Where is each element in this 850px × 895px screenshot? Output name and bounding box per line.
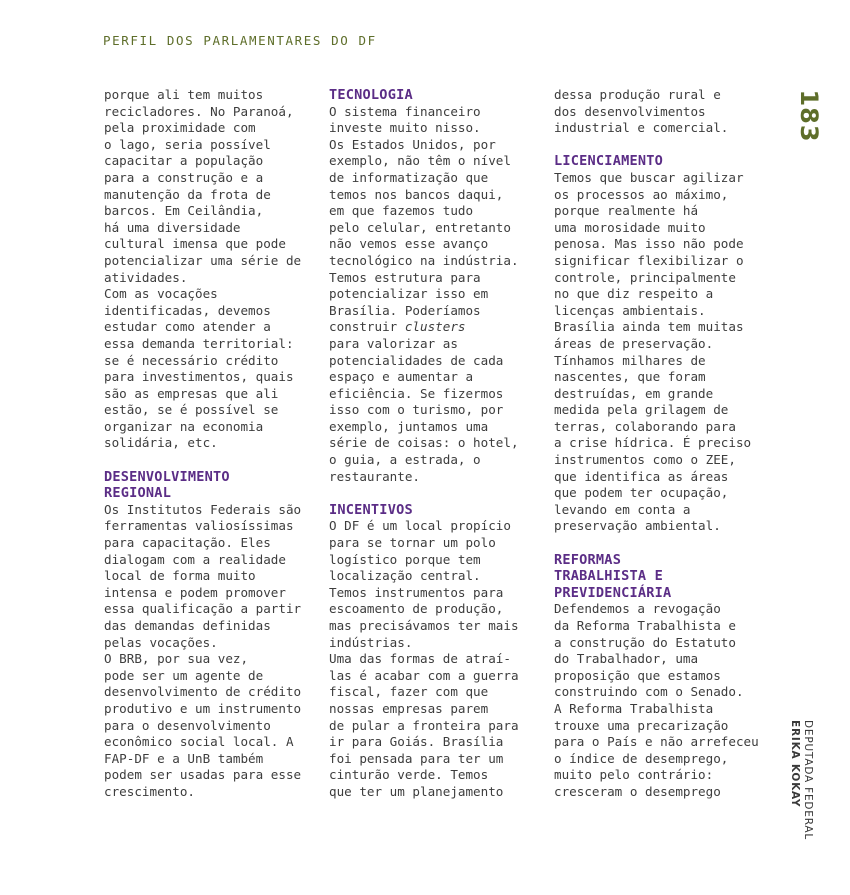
section-heading-reformas xyxy=(554,552,769,602)
text-line: o guia, a estrada, o xyxy=(329,452,481,468)
text-line: significar flexibilizar o xyxy=(554,252,744,268)
text-line: Os Institutos Federais são xyxy=(104,501,302,517)
text-line: para investimentos, quais xyxy=(104,369,294,385)
text-line: a construção do Estatuto xyxy=(554,634,736,650)
text-line: proposição que estamos xyxy=(554,667,721,683)
text-line: eficiência. Se fizermos xyxy=(329,385,504,401)
text-line: intensa e podem promover xyxy=(104,584,286,600)
text-line: investe muito nisso. xyxy=(329,120,481,136)
text-line: Temos instrumentos para xyxy=(329,584,504,600)
section-heading-licenciamento: LICENCIAMENTO xyxy=(554,153,663,170)
text-line: Brasília ainda tem muitas xyxy=(554,319,744,335)
text-line: localização central. xyxy=(329,568,481,584)
text-line: essa demanda territorial: xyxy=(104,335,294,351)
text-line: Defendemos a revogação xyxy=(554,601,721,617)
running-header: PERFIL DOS PARLAMENTARES DO DF xyxy=(103,33,377,48)
section-heading-tecnologia: TECNOLOGIA xyxy=(329,87,413,103)
text-line: em que fazemos tudo xyxy=(329,203,474,219)
text-line: fiscal, fazer com que xyxy=(329,684,489,700)
text-line: construindo com o Senado. xyxy=(554,684,744,700)
text-line: ferramentas valiosíssimas xyxy=(104,518,294,534)
text-line: porque ali tem muitos xyxy=(104,87,264,102)
text-line: série de coisas: o hotel, xyxy=(329,435,519,451)
text-line: áreas de preservação. xyxy=(554,335,714,351)
text-line: mas precisávamos ter mais xyxy=(329,618,519,633)
text-line: para o País e não arrefeceu xyxy=(554,734,759,750)
text-line: identificadas, devemos xyxy=(104,302,271,318)
text-line: exemplo, não têm o nível xyxy=(329,153,511,169)
text-line: recicladores. No Paranoá, xyxy=(104,103,294,119)
heading-line: TRABALHISTA E xyxy=(554,568,663,585)
text-line: podem ser usadas para esse xyxy=(104,767,302,783)
text-column-3 xyxy=(554,87,769,801)
text-line: muito pelo contrário: xyxy=(554,767,714,783)
heading-line: REFORMAS xyxy=(554,551,622,568)
text-line: no que diz respeito a xyxy=(554,286,714,302)
text-line: cresceram o desemprego xyxy=(554,783,721,799)
section-heading-incentivos: INCENTIVOS xyxy=(329,501,413,518)
text-line: A Reforma Trabalhista xyxy=(554,700,714,716)
text-line: O sistema financeiro xyxy=(329,103,481,119)
heading-line: PREVIDENCIÁRIA xyxy=(554,584,672,601)
text-line: para capacitação. Eles xyxy=(104,535,271,551)
text-line: manutenção da frota de xyxy=(104,186,271,202)
text-line: local de forma muito xyxy=(104,568,256,584)
text-line: espaço e aumentar a xyxy=(329,369,474,385)
text-line: que identifica as áreas xyxy=(554,468,729,484)
text-line: Temos que buscar agilizar xyxy=(554,169,744,185)
text-line: las é acabar com a guerra xyxy=(329,667,519,683)
text-line: foi pensada para ter um xyxy=(329,750,504,766)
text-line: se é necessário crédito xyxy=(104,352,279,368)
text-line: cultural imensa que pode xyxy=(104,236,286,252)
text-line: há uma diversidade xyxy=(104,219,241,235)
text-line: atividades. xyxy=(104,269,188,285)
text-line: pelo celular, entretanto xyxy=(329,219,511,235)
text-line-clusters xyxy=(329,319,544,336)
text-line: trouxe uma precarização xyxy=(554,717,729,733)
text-line: preservação ambiental. xyxy=(554,518,721,534)
text-line: Tínhamos milhares de xyxy=(554,352,706,368)
text-line: barcos. Em Ceilândia, xyxy=(104,203,264,219)
text-line: para o desenvolvimento xyxy=(104,717,271,733)
text-line: estudar como atender a xyxy=(104,319,271,335)
text-line: uma morosidade muito xyxy=(554,219,706,235)
text-line: FAP-DF e a UnB também xyxy=(104,750,264,766)
author-name: ERIKA KOKAY xyxy=(789,720,801,808)
text-line: nascentes, que foram xyxy=(554,369,706,385)
text-line: são as empresas que ali xyxy=(104,385,279,401)
section-body-tecnologia xyxy=(329,104,544,486)
text-line: dessa produção rural e xyxy=(554,87,721,102)
text-column-2 xyxy=(329,87,544,801)
text-line: não vemos esse avanço xyxy=(329,236,489,252)
text-line: produtivo e um instrumento xyxy=(104,700,302,716)
text-line: crescimento. xyxy=(104,783,195,799)
text-line: solidária, etc. xyxy=(104,435,218,451)
text-line: Os Estados Unidos, por xyxy=(329,136,496,152)
heading-line: REGIONAL xyxy=(104,485,172,502)
text-line: controle, principalmente xyxy=(554,269,736,285)
text-line: dos desenvolvimentos xyxy=(554,103,706,119)
text-line: potencialidades de cada xyxy=(329,352,504,368)
text-line: do Trabalhador, uma xyxy=(554,651,699,667)
text-line: terras, colaborando para xyxy=(554,418,736,434)
text-line: o lago, seria possível xyxy=(104,136,271,152)
text-line: das demandas definidas xyxy=(104,618,271,633)
text-line: Brasília. Poderíamos xyxy=(329,302,481,318)
text-line: da Reforma Trabalhista e xyxy=(554,618,736,633)
text-line: desenvolvimento de crédito xyxy=(104,684,302,700)
text-line: penosa. Mas isso não pode xyxy=(554,236,744,252)
text-line: pela proximidade com xyxy=(104,120,256,136)
section-body-reformas xyxy=(554,601,769,800)
text-line: que ter um planejamento xyxy=(329,783,504,799)
text-line: exemplo, juntamos uma xyxy=(329,418,489,434)
text-line: levando em conta a xyxy=(554,501,691,517)
clusters-prefix: construir xyxy=(329,319,405,335)
text-line: que podem ter ocupação, xyxy=(554,485,729,501)
text-line: organizar na economia xyxy=(104,418,264,434)
text-line: indústrias. xyxy=(329,634,413,650)
text-line: o índice de desemprego, xyxy=(554,750,729,766)
text-line: os processos ao máximo, xyxy=(554,186,729,202)
text-line: para se tornar um polo xyxy=(329,535,496,551)
clusters-term: clusters xyxy=(404,319,466,335)
text-line: de pular a fronteira para xyxy=(329,717,519,733)
section-body-incentivos xyxy=(329,518,544,800)
text-line: restaurante. xyxy=(329,468,420,484)
author-role: DEPUTADA FEDERAL xyxy=(802,720,814,841)
column-1-intro xyxy=(104,87,319,452)
column-3-intro xyxy=(554,87,769,137)
heading-line: DESENVOLVIMENTO xyxy=(104,468,230,485)
text-line: logístico porque tem xyxy=(329,551,481,567)
page-number-text: 183 xyxy=(795,89,823,143)
text-line: Uma das formas de atraí- xyxy=(329,651,511,667)
text-line: escoamento de produção, xyxy=(329,601,504,617)
text-column-1 xyxy=(104,87,319,801)
text-line: temos nos bancos daqui, xyxy=(329,186,504,202)
text-line: medida pela grilagem de xyxy=(554,402,729,418)
text-line: potencializar isso em xyxy=(329,286,489,302)
section-body-licenciamento xyxy=(554,170,769,535)
text-line: dialogam com a realidade xyxy=(104,551,286,567)
text-line: a crise hídrica. É preciso xyxy=(554,435,752,451)
author-block xyxy=(776,720,826,840)
text-line: capacitar a população xyxy=(104,153,264,169)
section-heading-desenvolvimento-regional xyxy=(104,469,319,502)
text-line: pelas vocações. xyxy=(104,634,218,650)
text-line: tecnológico na indústria. xyxy=(329,252,519,268)
text-line: instrumentos como o ZEE, xyxy=(554,452,736,468)
text-line: econômico social local. A xyxy=(104,734,294,750)
text-line: porque realmente há xyxy=(554,203,699,219)
text-line: potencializar uma série de xyxy=(104,252,302,268)
text-line: O BRB, por sua vez, xyxy=(104,651,249,667)
text-line: ir para Goiás. Brasília xyxy=(329,734,504,750)
text-line: nossas empresas parem xyxy=(329,700,489,716)
section-body-desenvolvimento-regional xyxy=(104,502,319,801)
text-line: licenças ambientais. xyxy=(554,302,706,318)
text-line: de informatização que xyxy=(329,169,489,185)
text-line: destruídas, em grande xyxy=(554,385,714,401)
text-line: Temos estrutura para xyxy=(329,269,481,285)
text-line: para valorizar as xyxy=(329,335,458,351)
text-line: isso com o turismo, por xyxy=(329,402,504,418)
text-line: O DF é um local propício xyxy=(329,518,511,534)
text-line: essa qualificação a partir xyxy=(104,601,302,617)
text-line: cinturão verde. Temos xyxy=(329,767,489,783)
text-line: Com as vocações xyxy=(104,286,218,302)
text-line: industrial e comercial. xyxy=(554,120,729,136)
text-line: pode ser um agente de xyxy=(104,667,264,683)
page-number xyxy=(794,86,824,146)
text-line: estão, se é possível se xyxy=(104,402,279,418)
text-line: para a construção e a xyxy=(104,169,264,185)
